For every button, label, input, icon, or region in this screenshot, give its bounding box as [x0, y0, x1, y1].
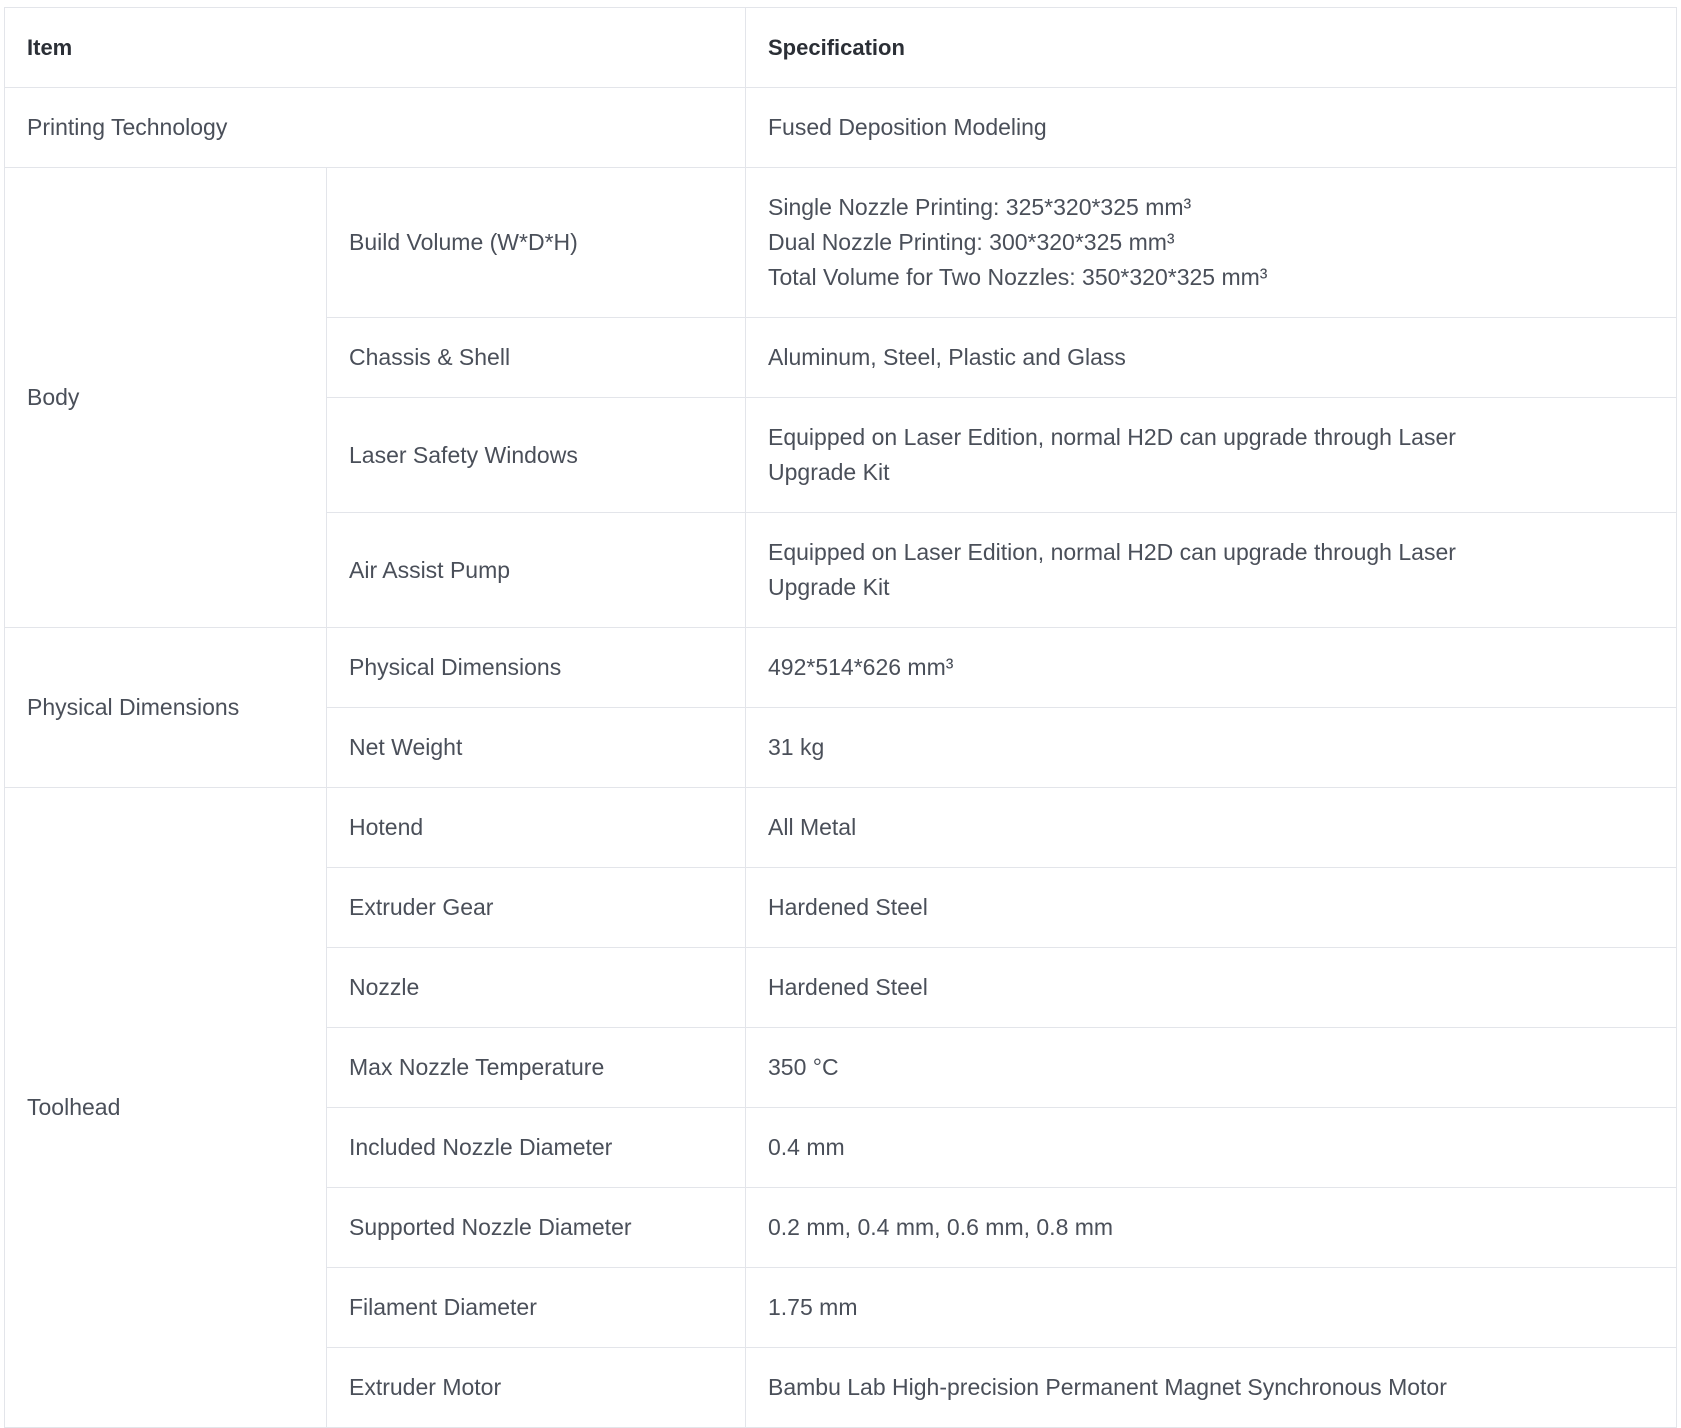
- row-label-physical-dimensions: Physical Dimensions: [327, 628, 746, 708]
- row-label-chassis: Chassis & Shell: [327, 318, 746, 398]
- row-value-chassis: Aluminum, Steel, Plastic and Glass: [746, 318, 1677, 398]
- group-label-body: Body: [5, 168, 327, 628]
- row-label-max-nozzle-temp: Max Nozzle Temperature: [327, 1028, 746, 1108]
- row-label-nozzle: Nozzle: [327, 948, 746, 1028]
- laser-windows-line-1: Equipped on Laser Edition, normal H2D can upgrade through Laser: [768, 424, 1456, 450]
- row-label-extruder-motor: Extruder Motor: [327, 1348, 746, 1428]
- row-value-nozzle: Hardened Steel: [746, 948, 1677, 1028]
- row-value-extruder-gear: Hardened Steel: [746, 868, 1677, 948]
- row-label-included-nozzle-diameter: Included Nozzle Diameter: [327, 1108, 746, 1188]
- table-row: [5, 788, 1677, 868]
- spec-table: [4, 7, 1677, 1428]
- row-label-build-volume: Build Volume (W*D*H): [327, 168, 746, 318]
- air-pump-line-2: Upgrade Kit: [768, 574, 890, 600]
- row-label-supported-nozzle-diameter: Supported Nozzle Diameter: [327, 1188, 746, 1268]
- row-value-net-weight: 31 kg: [746, 708, 1677, 788]
- build-volume-dual: Dual Nozzle Printing: 300*320*325 mm³: [768, 229, 1175, 255]
- row-label-air-pump: Air Assist Pump: [327, 513, 746, 628]
- table-row: [5, 628, 1677, 708]
- group-label-physical: Physical Dimensions: [5, 628, 327, 788]
- group-label-toolhead: Toolhead: [5, 788, 327, 1428]
- header-item: Item: [5, 8, 746, 88]
- table-row: [5, 168, 1677, 318]
- row-value-printing-technology: Fused Deposition Modeling: [746, 88, 1677, 168]
- row-value-extruder-motor: Bambu Lab High-precision Permanent Magnet Synchronous Motor: [746, 1348, 1677, 1428]
- table-header-row: [5, 8, 1677, 88]
- row-value-laser-windows: [746, 398, 1677, 513]
- row-value-physical-dimensions: 492*514*626 mm³: [746, 628, 1677, 708]
- row-value-build-volume: [746, 168, 1677, 318]
- row-value-hotend: All Metal: [746, 788, 1677, 868]
- row-value-max-nozzle-temp: 350 °C: [746, 1028, 1677, 1108]
- row-label-filament-diameter: Filament Diameter: [327, 1268, 746, 1348]
- row-label-laser-windows: Laser Safety Windows: [327, 398, 746, 513]
- row-label-net-weight: Net Weight: [327, 708, 746, 788]
- header-specification: Specification: [746, 8, 1677, 88]
- row-value-filament-diameter: 1.75 mm: [746, 1268, 1677, 1348]
- row-value-air-pump: [746, 513, 1677, 628]
- build-volume-single: Single Nozzle Printing: 325*320*325 mm³: [768, 194, 1192, 220]
- table-row: [5, 88, 1677, 168]
- row-value-supported-nozzle-diameter: 0.2 mm, 0.4 mm, 0.6 mm, 0.8 mm: [746, 1188, 1677, 1268]
- row-value-included-nozzle-diameter: 0.4 mm: [746, 1108, 1677, 1188]
- laser-windows-line-2: Upgrade Kit: [768, 459, 890, 485]
- air-pump-line-1: Equipped on Laser Edition, normal H2D can upgrade through Laser: [768, 539, 1456, 565]
- row-label-printing-technology: Printing Technology: [5, 88, 746, 168]
- spec-table-container: [4, 7, 1676, 1428]
- build-volume-total: Total Volume for Two Nozzles: 350*320*325 mm³: [768, 264, 1268, 290]
- row-label-extruder-gear: Extruder Gear: [327, 868, 746, 948]
- row-label-hotend: Hotend: [327, 788, 746, 868]
